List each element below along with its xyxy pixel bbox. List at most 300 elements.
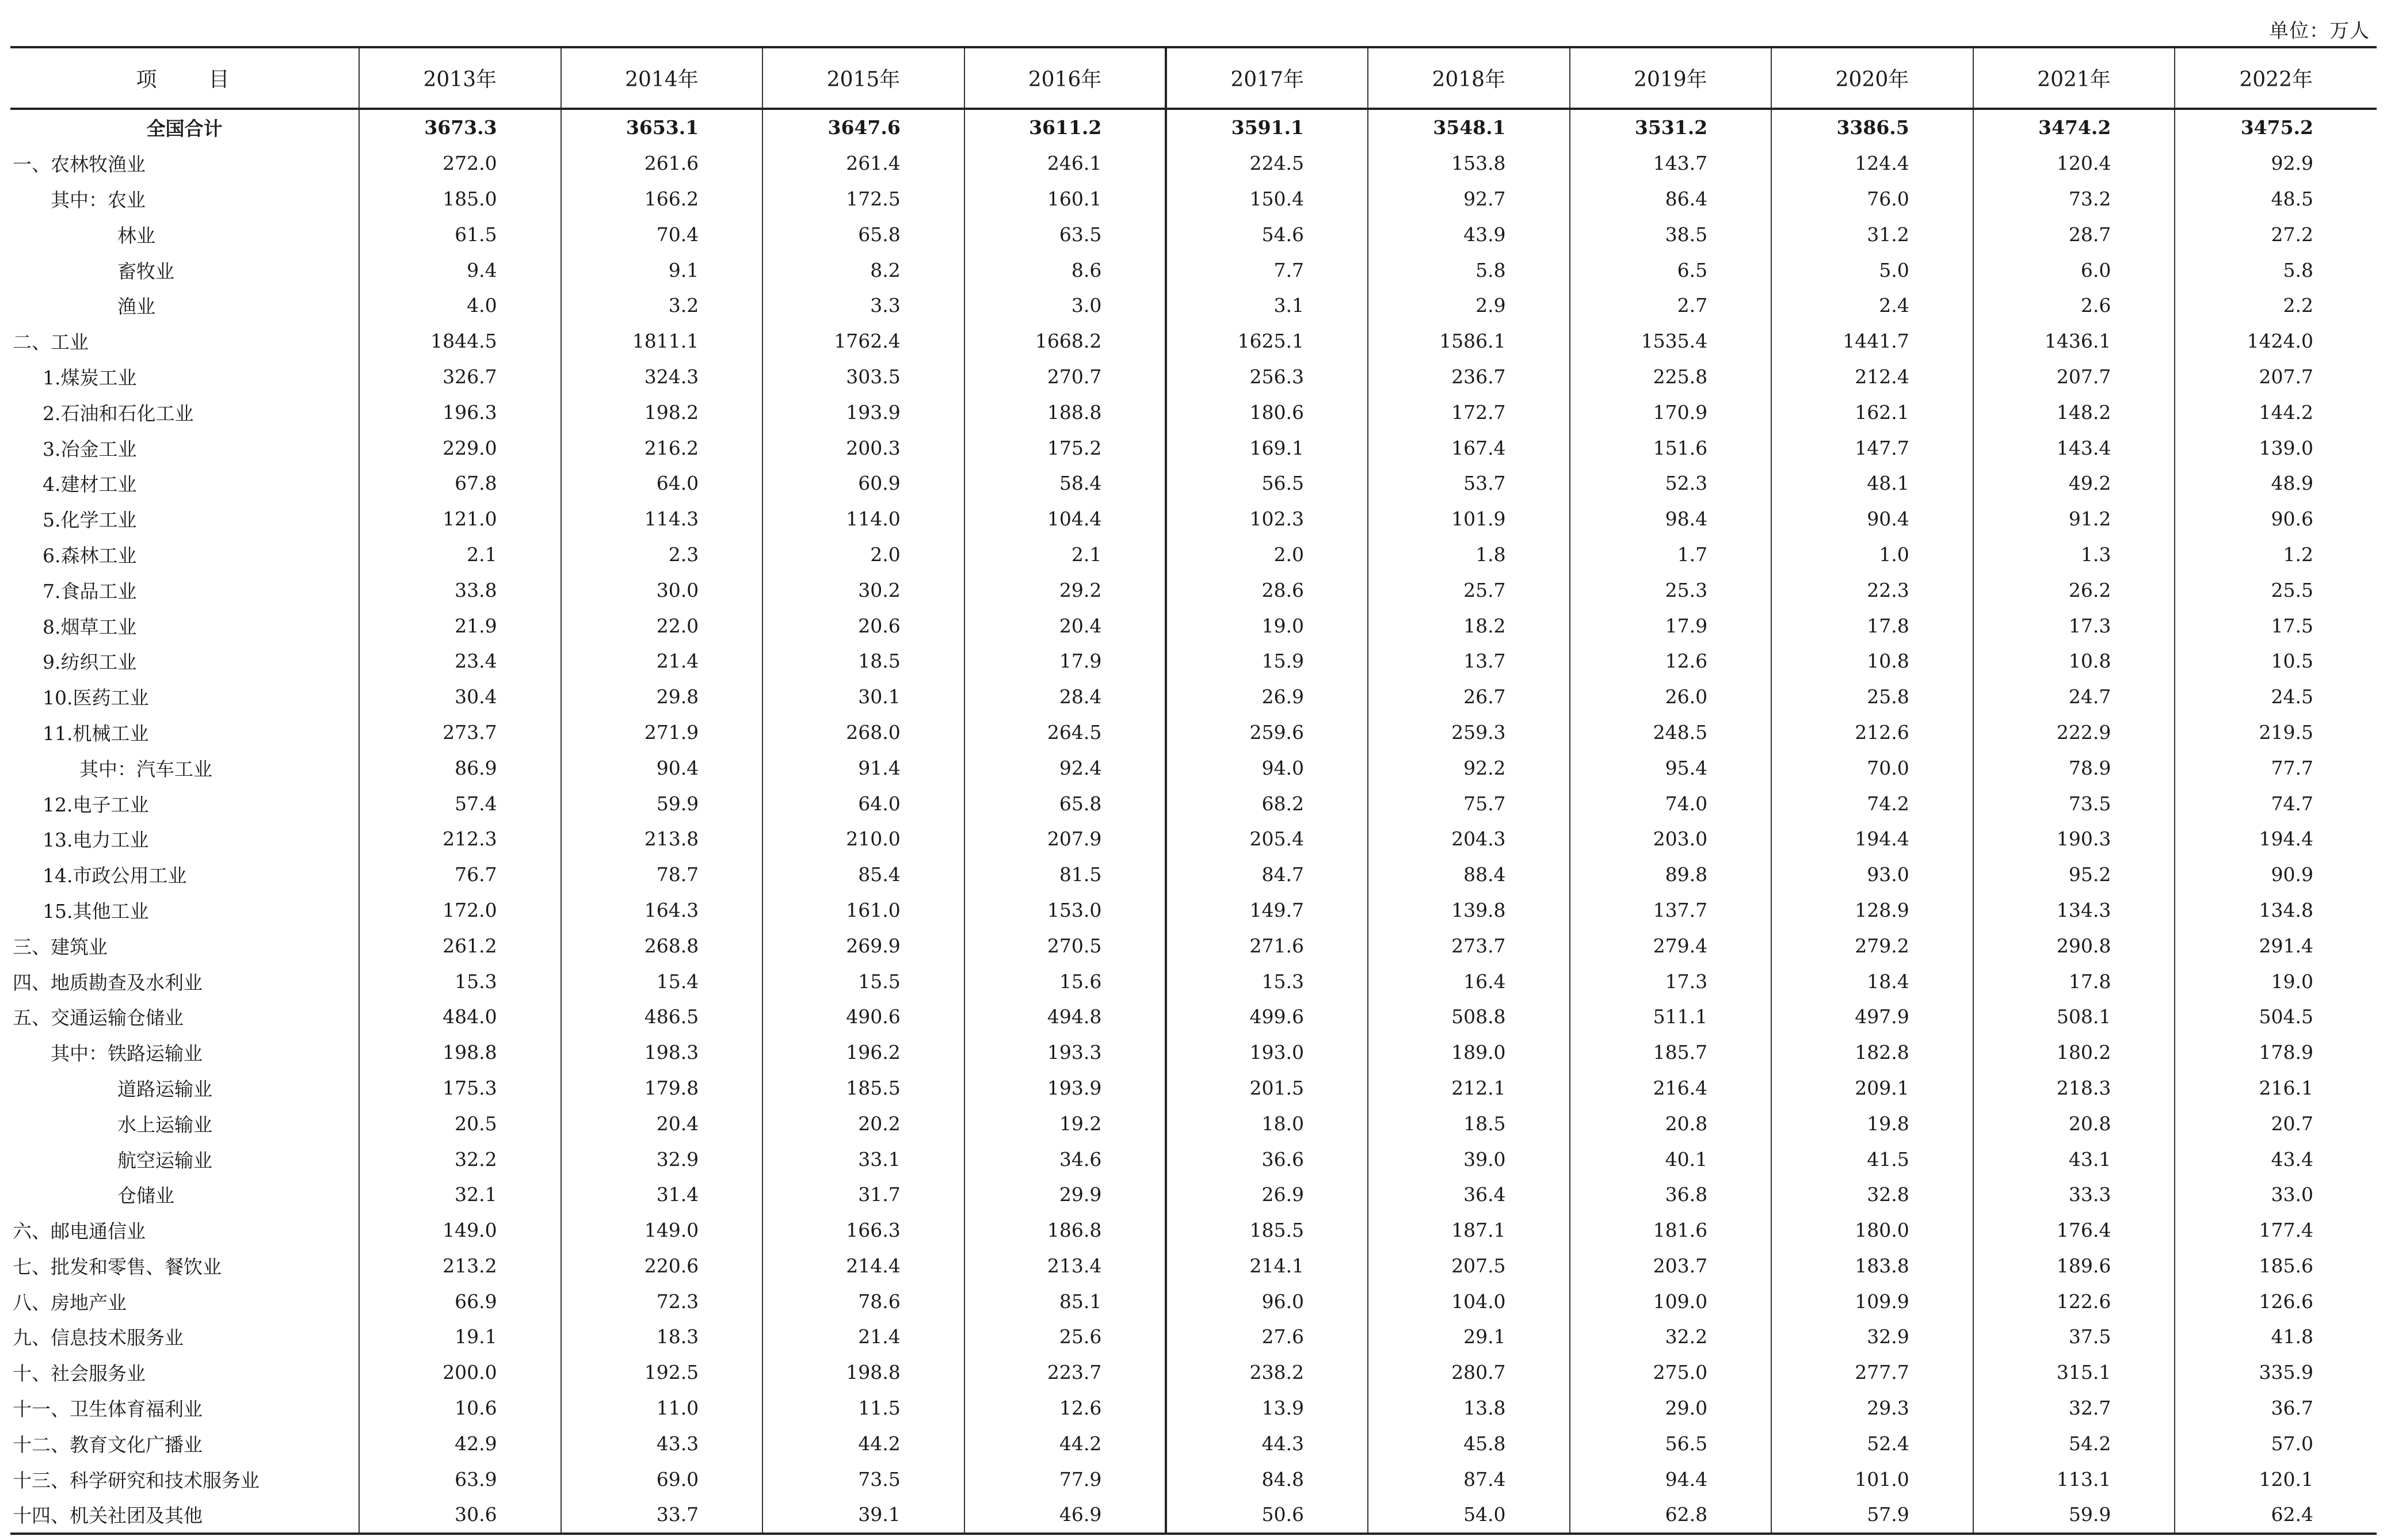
cell-value: 8.6 bbox=[964, 252, 1166, 288]
cell-value: 17.9 bbox=[964, 643, 1166, 679]
cell-value: 207.7 bbox=[2259, 365, 2313, 388]
cell-value: 198.8 bbox=[762, 1355, 964, 1390]
cell-value: 134.8 bbox=[2259, 898, 2313, 921]
cell-value: 1441.7 bbox=[1771, 323, 1973, 359]
row-label: 仓储业 bbox=[10, 1177, 359, 1213]
cell-value: 68.2 bbox=[1166, 786, 1368, 821]
cell-value: 212.3 bbox=[359, 821, 561, 857]
cell-value: 87.4 bbox=[1368, 1461, 1570, 1497]
cell-value: 2.7 bbox=[1570, 288, 1772, 323]
cell-value: 92.4 bbox=[964, 750, 1166, 786]
table-row bbox=[10, 1141, 2377, 1177]
cell-value: 90.9 bbox=[2271, 863, 2313, 886]
cell-value: 185.5 bbox=[762, 1070, 964, 1106]
cell-value: 20.7 bbox=[2271, 1112, 2313, 1135]
cell-value: 490.6 bbox=[762, 999, 964, 1035]
cell-value: 268.0 bbox=[762, 715, 964, 750]
cell-value: 64.0 bbox=[762, 786, 964, 821]
cell-value: 15.3 bbox=[359, 963, 561, 999]
cell-value: 48.5 bbox=[2271, 187, 2313, 210]
cell-value: 62.4 bbox=[2175, 1497, 2377, 1534]
cell-value: 21.4 bbox=[762, 1319, 964, 1355]
cell-value: 77.9 bbox=[964, 1461, 1166, 1497]
cell-value: 149.0 bbox=[561, 1213, 763, 1248]
row-label: 道路运输业 bbox=[10, 1070, 359, 1106]
cell-value: 23.4 bbox=[359, 643, 561, 679]
table-row bbox=[10, 181, 2377, 217]
cell-value: 53.7 bbox=[1368, 466, 1570, 501]
cell-value: 183.8 bbox=[1771, 1248, 1973, 1284]
cell-value: 38.5 bbox=[1570, 216, 1772, 252]
table-row bbox=[10, 928, 2377, 963]
cell-value: 144.2 bbox=[2259, 401, 2313, 424]
table-row bbox=[10, 537, 2377, 573]
cell-value: 26.9 bbox=[1166, 679, 1368, 715]
table-row bbox=[10, 359, 2377, 395]
cell-value: 212.4 bbox=[1771, 359, 1973, 395]
row-label: 15.其他工业 bbox=[10, 893, 359, 928]
cell-value: 48.1 bbox=[1771, 466, 1973, 501]
cell-value: 88.4 bbox=[1368, 857, 1570, 893]
cell-value: 5.8 bbox=[2283, 258, 2313, 281]
unit-label: 单位：万人 bbox=[2269, 20, 2370, 43]
cell-value: 37.5 bbox=[1973, 1319, 2175, 1355]
row-label: 3.冶金工业 bbox=[10, 430, 359, 466]
cell-value: 203.0 bbox=[1570, 821, 1772, 857]
cell-value: 205.4 bbox=[1166, 821, 1368, 857]
cell-value: 94.4 bbox=[1570, 1461, 1772, 1497]
row-label: 12.电子工业 bbox=[10, 786, 359, 821]
cell-value: 6.5 bbox=[1570, 252, 1772, 288]
cell-value: 36.6 bbox=[1166, 1141, 1368, 1177]
cell-value: 3.3 bbox=[762, 288, 964, 323]
cell-value: 214.4 bbox=[762, 1248, 964, 1284]
cell-value: 29.8 bbox=[561, 679, 763, 715]
row-label: 1.煤炭工业 bbox=[10, 359, 359, 395]
cell-value: 280.7 bbox=[1368, 1355, 1570, 1390]
cell-value: 193.9 bbox=[762, 394, 964, 430]
cell-value: 153.0 bbox=[964, 893, 1166, 928]
row-label: 九、信息技术服务业 bbox=[10, 1319, 359, 1355]
cell-value: 54.6 bbox=[1166, 216, 1368, 252]
cell-value: 264.5 bbox=[964, 715, 1166, 750]
table-row bbox=[10, 999, 2377, 1035]
table-row bbox=[10, 1355, 2377, 1390]
cell-value: 6.0 bbox=[1973, 252, 2175, 288]
cell-value: 33.7 bbox=[561, 1497, 763, 1534]
header-year: 2022年 bbox=[2175, 47, 2377, 109]
cell-value: 494.8 bbox=[964, 999, 1166, 1035]
cell-value: 1762.4 bbox=[762, 323, 964, 359]
cell-value: 172.7 bbox=[1368, 394, 1570, 430]
cell-value: 2.4 bbox=[1771, 288, 1973, 323]
cell-value: 27.2 bbox=[2271, 223, 2313, 246]
cell-value: 504.5 bbox=[2259, 1005, 2313, 1028]
cell-value: 26.9 bbox=[1166, 1177, 1368, 1213]
table-row bbox=[10, 572, 2377, 608]
table-row bbox=[10, 679, 2377, 715]
row-label: 十、社会服务业 bbox=[10, 1355, 359, 1390]
cell-value: 151.6 bbox=[1570, 430, 1772, 466]
row-label: 畜牧业 bbox=[10, 252, 359, 288]
cell-value: 28.7 bbox=[1973, 216, 2175, 252]
cell-value: 268.8 bbox=[561, 928, 763, 963]
cell-value: 162.1 bbox=[1771, 394, 1973, 430]
cell-value: 109.0 bbox=[1570, 1283, 1772, 1319]
cell-value: 4.0 bbox=[359, 288, 561, 323]
cell-value: 19.2 bbox=[964, 1106, 1166, 1141]
cell-value: 74.0 bbox=[1570, 786, 1772, 821]
cell-value: 11.5 bbox=[762, 1390, 964, 1426]
table-row bbox=[10, 501, 2377, 537]
cell-value: 212.6 bbox=[1771, 715, 1973, 750]
table-row bbox=[10, 146, 2377, 181]
cell-value: 91.4 bbox=[762, 750, 964, 786]
cell-value: 196.3 bbox=[359, 394, 561, 430]
cell-value: 126.6 bbox=[2259, 1290, 2313, 1313]
cell-value: 21.9 bbox=[359, 608, 561, 643]
table-row bbox=[10, 821, 2377, 857]
row-label: 二、工业 bbox=[10, 323, 359, 359]
row-label: 10.医药工业 bbox=[10, 679, 359, 715]
cell-value: 3.1 bbox=[1166, 288, 1368, 323]
cell-value: 45.8 bbox=[1368, 1425, 1570, 1461]
cell-value: 27.6 bbox=[1166, 1319, 1368, 1355]
cell-value: 238.2 bbox=[1166, 1355, 1368, 1390]
cell-value: 273.7 bbox=[1368, 928, 1570, 963]
row-label: 4.建材工业 bbox=[10, 466, 359, 501]
cell-value: 9.1 bbox=[561, 252, 763, 288]
cell-value: 179.8 bbox=[561, 1070, 763, 1106]
cell-value: 2.1 bbox=[359, 537, 561, 573]
row-label: 一、农林牧渔业 bbox=[10, 146, 359, 181]
cell-value: 269.9 bbox=[762, 928, 964, 963]
cell-value: 109.9 bbox=[1771, 1283, 1973, 1319]
cell-value: 26.0 bbox=[1570, 679, 1772, 715]
row-label: 三、建筑业 bbox=[10, 928, 359, 963]
cell-value: 497.9 bbox=[1771, 999, 1973, 1035]
cell-value: 19.8 bbox=[1771, 1106, 1973, 1141]
cell-value: 8.2 bbox=[762, 252, 964, 288]
cell-value: 212.1 bbox=[1368, 1070, 1570, 1106]
cell-value: 114.0 bbox=[762, 501, 964, 537]
table-row bbox=[10, 323, 2377, 359]
cell-value: 511.1 bbox=[1570, 999, 1772, 1035]
cell-value: 210.0 bbox=[762, 821, 964, 857]
cell-value: 121.0 bbox=[359, 501, 561, 537]
cell-value: 3475.2 bbox=[2240, 116, 2313, 139]
cell-value: 1.0 bbox=[1771, 537, 1973, 573]
cell-value: 52.4 bbox=[1771, 1425, 1973, 1461]
cell-value: 104.0 bbox=[1368, 1283, 1570, 1319]
cell-value: 10.8 bbox=[1771, 643, 1973, 679]
cell-value: 180.0 bbox=[1771, 1213, 1973, 1248]
cell-value: 101.0 bbox=[1771, 1461, 1973, 1497]
cell-value: 85.1 bbox=[964, 1283, 1166, 1319]
table-row bbox=[10, 1070, 2377, 1106]
cell-value: 74.2 bbox=[1771, 786, 1973, 821]
cell-value: 10.6 bbox=[359, 1390, 561, 1426]
cell-value: 196.2 bbox=[762, 1035, 964, 1070]
cell-value: 31.2 bbox=[1771, 216, 1973, 252]
cell-value: 19.0 bbox=[2271, 970, 2313, 993]
cell-value: 17.3 bbox=[1973, 608, 2175, 643]
cell-value: 20.8 bbox=[1973, 1106, 2175, 1141]
cell-value: 223.7 bbox=[964, 1355, 1166, 1390]
cell-value: 66.9 bbox=[359, 1283, 561, 1319]
cell-value: 214.1 bbox=[1166, 1248, 1368, 1284]
cell-value: 102.3 bbox=[1166, 501, 1368, 537]
cell-value: 44.2 bbox=[762, 1425, 964, 1461]
cell-value: 104.4 bbox=[964, 501, 1166, 537]
table-row bbox=[10, 1497, 2377, 1534]
cell-value: 43.9 bbox=[1368, 216, 1570, 252]
header-year: 2013年 bbox=[359, 47, 561, 109]
header-item: 项 目 bbox=[10, 47, 359, 109]
cell-value: 22.0 bbox=[561, 608, 763, 643]
cell-value: 143.7 bbox=[1570, 146, 1772, 181]
table-row bbox=[10, 466, 2377, 501]
cell-value: 2.2 bbox=[2283, 294, 2313, 317]
cell-value: 185.5 bbox=[1166, 1213, 1368, 1248]
cell-value: 31.4 bbox=[561, 1177, 763, 1213]
cell-value: 74.7 bbox=[2271, 792, 2313, 815]
cell-value: 1668.2 bbox=[964, 323, 1166, 359]
row-label: 五、交通运输仓储业 bbox=[10, 999, 359, 1035]
table-row bbox=[10, 1390, 2377, 1426]
cell-value: 46.9 bbox=[964, 1497, 1166, 1534]
cell-value: 59.9 bbox=[561, 786, 763, 821]
cell-value: 57.4 bbox=[359, 786, 561, 821]
cell-value: 508.8 bbox=[1368, 999, 1570, 1035]
table-row bbox=[10, 288, 2377, 323]
cell-value: 120.4 bbox=[1973, 146, 2175, 181]
cell-value: 324.3 bbox=[561, 359, 763, 395]
cell-value: 177.4 bbox=[2259, 1219, 2313, 1242]
table-row bbox=[10, 1283, 2377, 1319]
table-row bbox=[10, 1461, 2377, 1497]
cell-value: 26.7 bbox=[1368, 679, 1570, 715]
cell-value: 17.8 bbox=[1973, 963, 2175, 999]
cell-value: 24.7 bbox=[1973, 679, 2175, 715]
table-row bbox=[10, 430, 2377, 466]
row-label: 其中：铁路运输业 bbox=[10, 1035, 359, 1070]
cell-value: 18.0 bbox=[1166, 1106, 1368, 1141]
cell-value: 5.8 bbox=[1368, 252, 1570, 288]
cell-value: 90.4 bbox=[561, 750, 763, 786]
row-label: 5.化学工业 bbox=[10, 501, 359, 537]
cell-value: 90.4 bbox=[1771, 501, 1973, 537]
cell-value: 149.0 bbox=[359, 1213, 561, 1248]
cell-value: 180.2 bbox=[1973, 1035, 2175, 1070]
cell-value: 30.0 bbox=[561, 572, 763, 608]
cell-value: 219.5 bbox=[2259, 721, 2313, 744]
cell-value: 1811.1 bbox=[561, 323, 763, 359]
cell-value: 20.4 bbox=[964, 608, 1166, 643]
cell-value: 1586.1 bbox=[1368, 323, 1570, 359]
cell-value: 3.0 bbox=[964, 288, 1166, 323]
cell-value: 315.1 bbox=[1973, 1355, 2175, 1390]
cell-value: 43.1 bbox=[1973, 1141, 2175, 1177]
table-row bbox=[10, 1248, 2377, 1284]
cell-value: 1424.0 bbox=[2247, 330, 2313, 353]
cell-value: 216.4 bbox=[1570, 1070, 1772, 1106]
cell-value: 98.4 bbox=[1570, 501, 1772, 537]
header-year: 2014年 bbox=[561, 47, 763, 109]
cell-value: 81.5 bbox=[964, 857, 1166, 893]
cell-value: 201.5 bbox=[1166, 1070, 1368, 1106]
cell-value: 10.5 bbox=[2271, 650, 2313, 673]
row-label: 七、批发和零售、餐饮业 bbox=[10, 1248, 359, 1284]
cell-value: 40.1 bbox=[1570, 1141, 1772, 1177]
table-row bbox=[10, 1213, 2377, 1248]
cell-value: 64.0 bbox=[561, 466, 763, 501]
cell-value: 279.4 bbox=[1570, 928, 1772, 963]
header-year: 2015年 bbox=[762, 47, 964, 109]
cell-value: 172.5 bbox=[762, 181, 964, 217]
cell-value: 43.3 bbox=[561, 1425, 763, 1461]
cell-value: 3548.1 bbox=[1368, 109, 1570, 146]
cell-value: 185.6 bbox=[2259, 1254, 2313, 1277]
cell-value: 200.3 bbox=[762, 430, 964, 466]
cell-value: 3591.1 bbox=[1166, 109, 1368, 146]
cell-value: 216.2 bbox=[561, 430, 763, 466]
cell-value: 56.5 bbox=[1570, 1425, 1772, 1461]
cell-value: 1535.4 bbox=[1570, 323, 1772, 359]
cell-value: 57.9 bbox=[1771, 1497, 1973, 1534]
cell-value: 36.4 bbox=[1368, 1177, 1570, 1213]
cell-value: 30.4 bbox=[359, 679, 561, 715]
table-row bbox=[10, 786, 2377, 821]
cell-value: 78.6 bbox=[762, 1283, 964, 1319]
cell-value: 57.0 bbox=[2271, 1432, 2313, 1455]
table-row bbox=[10, 963, 2377, 999]
cell-value: 75.7 bbox=[1368, 786, 1570, 821]
row-label: 六、邮电通信业 bbox=[10, 1213, 359, 1248]
cell-value: 101.9 bbox=[1368, 501, 1570, 537]
cell-value: 220.6 bbox=[561, 1248, 763, 1284]
cell-value: 246.1 bbox=[964, 146, 1166, 181]
cell-value: 78.9 bbox=[1973, 750, 2175, 786]
cell-value: 275.0 bbox=[1570, 1355, 1772, 1390]
cell-value: 204.3 bbox=[1368, 821, 1570, 857]
cell-value: 189.0 bbox=[1368, 1035, 1570, 1070]
cell-value: 89.8 bbox=[1570, 857, 1772, 893]
cell-value: 167.4 bbox=[1368, 430, 1570, 466]
cell-value: 1.3 bbox=[1973, 537, 2175, 573]
cell-value: 25.5 bbox=[2271, 578, 2313, 601]
cell-value: 213.4 bbox=[964, 1248, 1166, 1284]
cell-value: 92.7 bbox=[1368, 181, 1570, 217]
cell-value: 39.1 bbox=[762, 1497, 964, 1534]
cell-value: 70.0 bbox=[1771, 750, 1973, 786]
cell-value: 92.9 bbox=[2271, 152, 2313, 175]
cell-value: 32.9 bbox=[561, 1141, 763, 1177]
cell-value: 91.2 bbox=[1973, 501, 2175, 537]
table-row bbox=[10, 643, 2377, 679]
cell-value: 200.0 bbox=[359, 1355, 561, 1390]
cell-value: 42.9 bbox=[359, 1425, 561, 1461]
header-year: 2017年 bbox=[1166, 47, 1368, 109]
cell-value: 193.3 bbox=[964, 1035, 1166, 1070]
cell-value: 30.2 bbox=[762, 572, 964, 608]
cell-value: 207.9 bbox=[964, 821, 1166, 857]
cell-value: 86.4 bbox=[1570, 181, 1772, 217]
cell-value: 120.1 bbox=[2259, 1467, 2313, 1491]
cell-value: 17.3 bbox=[1570, 963, 1772, 999]
cell-value: 271.9 bbox=[561, 715, 763, 750]
cell-value: 272.0 bbox=[359, 146, 561, 181]
cell-value: 31.7 bbox=[762, 1177, 964, 1213]
cell-value: 261.2 bbox=[359, 928, 561, 963]
header-year: 2021年 bbox=[1973, 47, 2175, 109]
cell-value: 193.9 bbox=[964, 1070, 1166, 1106]
cell-value: 67.8 bbox=[359, 466, 561, 501]
table-body bbox=[10, 109, 2377, 1534]
cell-value: 20.4 bbox=[561, 1106, 763, 1141]
cell-value: 213.2 bbox=[359, 1248, 561, 1284]
table-row bbox=[10, 715, 2377, 750]
cell-value: 1.7 bbox=[1570, 537, 1772, 573]
cell-value: 291.4 bbox=[2259, 934, 2313, 957]
cell-value: 188.8 bbox=[964, 394, 1166, 430]
cell-value: 18.3 bbox=[561, 1319, 763, 1355]
cell-value: 2.3 bbox=[561, 537, 763, 573]
cell-value: 122.6 bbox=[1973, 1283, 2175, 1319]
cell-value: 96.0 bbox=[1166, 1283, 1368, 1319]
cell-value: 30.1 bbox=[762, 679, 964, 715]
cell-value: 56.5 bbox=[1166, 466, 1368, 501]
cell-value: 3.2 bbox=[561, 288, 763, 323]
table-row bbox=[10, 1035, 2377, 1070]
header-row bbox=[10, 47, 2377, 109]
cell-value: 124.4 bbox=[1771, 146, 1973, 181]
cell-value: 17.9 bbox=[1570, 608, 1772, 643]
cell-value: 3611.2 bbox=[964, 109, 1166, 146]
row-label: 6.森林工业 bbox=[10, 537, 359, 573]
cell-value: 3647.6 bbox=[762, 109, 964, 146]
cell-value: 161.0 bbox=[762, 893, 964, 928]
cell-value: 114.3 bbox=[561, 501, 763, 537]
cell-value: 137.7 bbox=[1570, 893, 1772, 928]
cell-value: 1625.1 bbox=[1166, 323, 1368, 359]
row-label: 八、房地产业 bbox=[10, 1283, 359, 1319]
cell-value: 180.6 bbox=[1166, 394, 1368, 430]
table-row bbox=[10, 893, 2377, 928]
row-label: 水上运输业 bbox=[10, 1106, 359, 1141]
cell-value: 15.4 bbox=[561, 963, 763, 999]
cell-value: 52.3 bbox=[1570, 466, 1772, 501]
cell-value: 139.0 bbox=[2259, 436, 2313, 459]
cell-value: 20.8 bbox=[1570, 1106, 1772, 1141]
cell-value: 44.3 bbox=[1166, 1425, 1368, 1461]
cell-value: 277.7 bbox=[1771, 1355, 1973, 1390]
cell-value: 222.9 bbox=[1973, 715, 2175, 750]
header-year: 2018年 bbox=[1368, 47, 1570, 109]
cell-value: 12.6 bbox=[1570, 643, 1772, 679]
cell-value: 185.0 bbox=[359, 181, 561, 217]
cell-value: 178.9 bbox=[2259, 1041, 2313, 1064]
cell-value: 44.2 bbox=[964, 1425, 1166, 1461]
cell-value: 218.3 bbox=[1973, 1070, 2175, 1106]
cell-value: 128.9 bbox=[1771, 893, 1973, 928]
cell-value: 13.8 bbox=[1368, 1390, 1570, 1426]
header-year: 2016年 bbox=[964, 47, 1166, 109]
cell-value: 2.1 bbox=[964, 537, 1166, 573]
table-row bbox=[10, 857, 2377, 893]
cell-value: 326.7 bbox=[359, 359, 561, 395]
row-label: 14.市政公用工业 bbox=[10, 857, 359, 893]
